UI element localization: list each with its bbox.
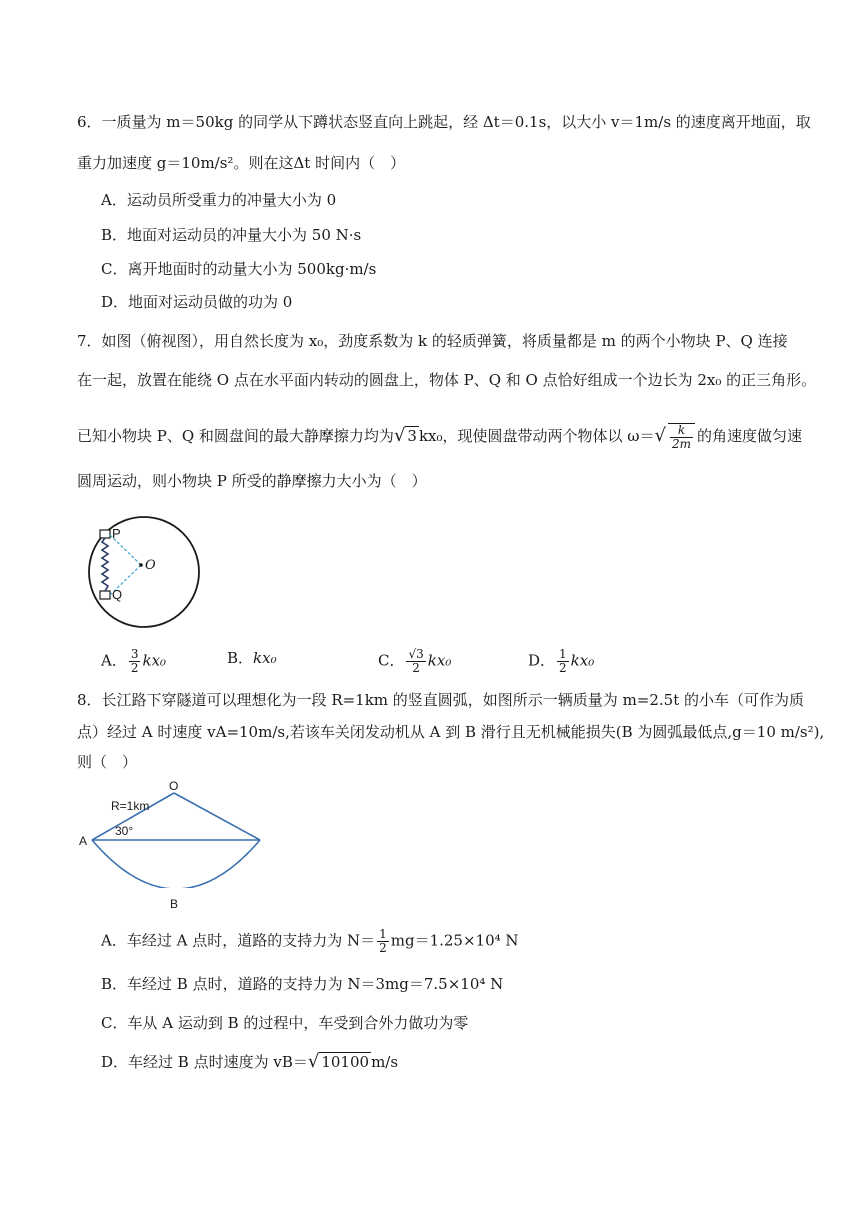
spring bbox=[102, 538, 108, 591]
label-a-point: A bbox=[79, 834, 88, 848]
label-o: O bbox=[145, 558, 156, 573]
q6-option-a: A．运动员所受重力的冲量大小为 0 bbox=[101, 191, 337, 209]
q7-figure-disc bbox=[78, 515, 206, 631]
q7-option-b: B．kx₀ bbox=[227, 649, 277, 667]
label-radius: R=1km bbox=[111, 799, 150, 813]
block-p bbox=[100, 530, 110, 538]
q7-line-1: 7．如图（俯视图），用自然长度为 x₀，劲度系数为 k 的轻质弹簧，将质量都是 m 的两个小物块 P、Q 连接 bbox=[77, 332, 788, 350]
q8-option-b: B．车经过 B 点时，道路的支持力为 N＝3mg＝7.5×10⁴ N bbox=[101, 975, 504, 993]
label-p: P bbox=[112, 526, 121, 541]
radius-o-right bbox=[174, 793, 260, 840]
label-angle: 30° bbox=[115, 824, 134, 838]
omega-fraction: $\frac{k}{2m}$ bbox=[668, 423, 695, 451]
q8-line-3: 则（ ） bbox=[77, 753, 138, 771]
q6-option-b: B．地面对运动员的冲量大小为 50 N·s bbox=[101, 226, 362, 244]
q6-option-c: C．离开地面时的动量大小为 500kg·m/s bbox=[101, 260, 377, 278]
q8-option-a: A．车经过 A 点时，道路的支持力为 N＝ $\frac{1}{2}$ mg＝1.25×10⁴ N bbox=[101, 927, 519, 955]
q7-option-a: A． $\frac{3}{2}$ kx₀ bbox=[101, 647, 167, 675]
q8-figure-arc bbox=[76, 778, 276, 888]
q7-line-2: 在一起，放置在能绕 O 点在水平面内转动的圆盘上，物体 P、Q 和 O 点恰好组成一个边长为 2x₀ 的正三角形。 bbox=[77, 371, 817, 389]
center-point bbox=[139, 563, 143, 567]
q8-option-d: D．车经过 B 点时速度为 vB＝√ 10100 m/s bbox=[101, 1051, 399, 1072]
label-o-point: O bbox=[169, 779, 179, 793]
q8-line-1: 8．长江路下穿隧道可以理想化为一段 R=1km 的竖直圆弧，如图所示一辆质量为 m=2.5t 的小车（可作为质 bbox=[77, 691, 805, 709]
label-b-point: B bbox=[170, 897, 179, 911]
q7-option-d: D． $\frac{1}{2}$ kx₀ bbox=[528, 647, 595, 675]
q7-line-3-radicand: 3 bbox=[407, 427, 417, 445]
q7-line-3-text-c: kx₀，现使圆盘带动两个物体以 ω＝ bbox=[418, 427, 655, 445]
label-q: Q bbox=[112, 587, 123, 602]
block-q bbox=[100, 591, 110, 599]
tunnel-arc bbox=[92, 840, 260, 888]
q7-line-4: 圆周运动，则小物块 P 所受的静摩擦力大小为（ ） bbox=[77, 472, 427, 490]
q7-line-3-text-a: 已知小物块 P、Q 和圆盘间的最大静摩擦力均为 bbox=[77, 427, 394, 445]
q6-line-1: 6．一质量为 m＝50kg 的同学从下蹲状态竖直向上跳起，经 Δt＝0.1s，以大小 v＝1m/s 的速度离开地面，取 bbox=[77, 113, 811, 131]
q6-option-d: D．地面对运动员做的功为 0 bbox=[101, 293, 293, 311]
q7-line-3-text-d: 的角速度做匀速 bbox=[697, 427, 803, 445]
q6-line-2: 重力加速度 g＝10m/s²。则在这Δt 时间内（ ） bbox=[77, 154, 406, 172]
sqrt-symbol: √ bbox=[307, 1051, 320, 1072]
q8-option-c: C．车从 A 运动到 B 的过程中，车受到合外力做功为零 bbox=[101, 1014, 469, 1032]
q7-option-c: C． $\frac{√3}{2}$ kx₀ bbox=[378, 647, 452, 675]
q7-line-3 bbox=[77, 423, 802, 451]
sqrt-symbol: √ bbox=[393, 425, 406, 446]
sqrt-symbol: √ bbox=[654, 425, 667, 446]
q8-line-2: 点）经过 A 时速度 vA=10m/s,若该车关闭发动机从 A 到 B 滑行且无机械能损失(B 为圆弧最低点,g＝10 m/s²), bbox=[77, 723, 825, 741]
